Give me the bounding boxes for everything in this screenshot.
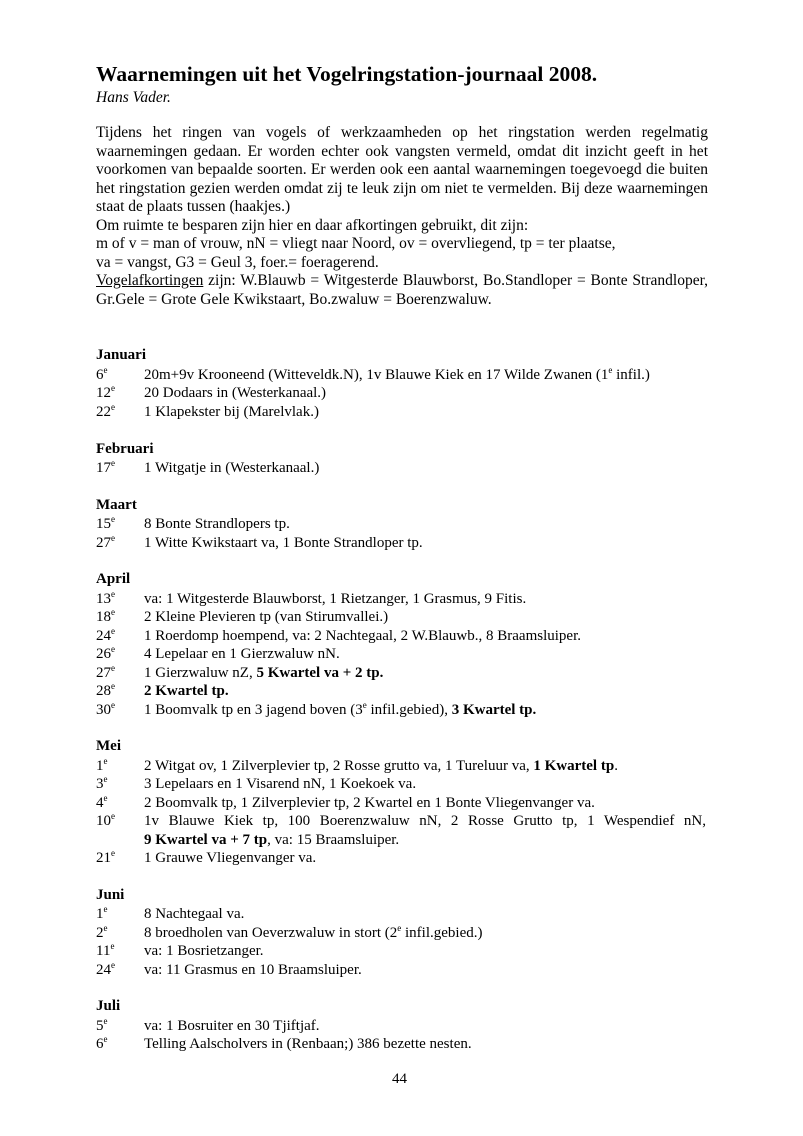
entry-text: 8 Bonte Strandlopers tp. <box>144 516 290 532</box>
entry-text: 20m+9v Krooneend (Witteveldk.N), 1v Blauwe Kiek en 17 Wilde Zwanen (1e infil.) <box>144 365 650 383</box>
entry-day: 30e <box>96 700 115 718</box>
abbrev-line-1: m of v = man of vrouw, nN = vliegt naar Noord, ov = overvliegend, tp = ter plaatse, <box>96 235 616 252</box>
entry-text: Telling Aalscholvers in (Renbaan;) 386 bezette nesten. <box>144 1036 472 1052</box>
entry-day: 24e <box>96 960 115 978</box>
entry-text: 1 Klapekster bij (Marelvlak.) <box>144 404 319 420</box>
entry-day: 18e <box>96 607 115 625</box>
entry-day: 5e <box>96 1016 108 1034</box>
entry-day: 12e <box>96 383 115 401</box>
entry-text: 1 Boomvalk tp en 3 jagend boven (3e infil.gebied), 3 Kwartel tp. <box>144 700 537 718</box>
page-title: Waarnemingen uit het Vogelringstation-journaal 2008. <box>96 62 598 86</box>
entry-text: va: 1 Witgesterde Blauwborst, 1 Rietzanger, 1 Grasmus, 9 Fitis. <box>144 591 527 607</box>
author: Hans Vader. <box>96 89 171 106</box>
entry-text: 4 Lepelaar en 1 Gierzwaluw nN. <box>144 646 340 662</box>
intro-section <box>96 124 708 309</box>
intro-paragraph: Tijdens het ringen van vogels of werkzaamheden op het ringstation werden regelmatig waarnemingen gedaan. Er worden echter ook vangsten vermeld, omdat dit inzicht geeft in het voorkomen van bepaalde soorten. Er werden ook een aantal waarnemingen toegevoegd die buiten het ringstation gezien werden omdat zij te leuk zijn om niet te vermelden. Bij deze waarnemingen staat de plaats tussen (haakjes.) <box>96 124 708 215</box>
bird-abbrev-label: Vogelafkortingen <box>96 272 204 289</box>
entry-text: 2 Boomvalk tp, 1 Zilverplevier tp, 2 Kwartel en 1 Bonte Vliegenvanger va. <box>144 795 595 811</box>
entry-day: 1e <box>96 756 108 774</box>
entry-day: 6e <box>96 1034 108 1052</box>
entry-day: 28e <box>96 681 115 699</box>
entry-day: 24e <box>96 626 115 644</box>
entry-text: va: 1 Bosruiter en 30 Tjiftjaf. <box>144 1018 320 1034</box>
entry-text: 3 Lepelaars en 1 Visarend nN, 1 Koekoek va. <box>144 776 417 792</box>
entry-text: 2 Kleine Plevieren tp (van Stirumvallei.) <box>144 609 389 625</box>
entry-day: 13e <box>96 589 115 607</box>
month-heading-maart: Maart <box>96 497 137 513</box>
entry-text: 1v Blauwe Kiek tp, 100 Boerenzwaluw nN, 2 Rosse Grutto tp, 1 Wespendief nN, 9 Kwartel va + 7 tp, va: 15 Braamsluiper. <box>144 813 706 848</box>
entry-day: 2e <box>96 923 108 941</box>
entry-text: 1 Witte Kwikstaart va, 1 Bonte Strandloper tp. <box>144 535 423 551</box>
entry-day: 26e <box>96 644 115 662</box>
entry-text: 2 Witgat ov, 1 Zilverplevier tp, 2 Rosse grutto va, 1 Tureluur va, 1 Kwartel tp. <box>144 758 618 774</box>
entry-text: 1 Roerdomp hoempend, va: 2 Nachtegaal, 2 W.Blauwb., 8 Braamsluiper. <box>144 628 581 644</box>
entry-text: 1 Witgatje in (Westerkanaal.) <box>144 460 320 476</box>
entry-day: 3e <box>96 774 108 792</box>
entry-day: 6e <box>96 365 108 383</box>
bird-abbrev-paragraph <box>96 272 708 309</box>
page-number: 44 <box>392 1071 407 1087</box>
entry-day: 1e <box>96 904 108 922</box>
month-heading-mei: Mei <box>96 738 121 754</box>
entry-day: 10e <box>96 811 115 829</box>
entry-text: 8 Nachtegaal va. <box>144 906 245 922</box>
entry-text: 1 Grauwe Vliegenvanger va. <box>144 850 317 866</box>
entry-day: 21e <box>96 848 115 866</box>
entry-day: 27e <box>96 533 115 551</box>
bird-abbrev-text: zijn: W.Blauwb = Witgesterde Blauwborst, Bo.Standloper = Bonte Strandloper, Gr.Gele = Grote Gele Kwikstaart, Bo.zwaluw = Boerenzwaluw. <box>96 272 708 308</box>
month-heading-april: April <box>96 571 131 587</box>
month-heading-januari: Januari <box>96 347 147 363</box>
entry-text: va: 1 Bosrietzanger. <box>144 943 264 959</box>
entry-day: 4e <box>96 793 108 811</box>
month-heading-juli: Juli <box>96 998 121 1014</box>
abbrev-intro: Om ruimte te besparen zijn hier en daar afkortingen gebruikt, dit zijn: <box>96 216 529 234</box>
month-heading-juni: Juni <box>96 887 125 903</box>
abbrev-line-2: va = vangst, G3 = Geul 3, foer.= foeragerend. <box>96 253 379 271</box>
entry-day: 17e <box>96 458 115 476</box>
entry-day: 11e <box>96 941 115 959</box>
entry-text: 8 broedholen van Oeverzwaluw in stort (2e infil.gebied.) <box>144 923 483 941</box>
entry-text: va: 11 Grasmus en 10 Braamsluiper. <box>144 962 362 978</box>
entry-text: 20 Dodaars in (Westerkanaal.) <box>144 385 327 401</box>
entry-day: 22e <box>96 402 115 420</box>
entry-text: 1 Gierzwaluw nZ, 5 Kwartel va + 2 tp. <box>144 665 384 681</box>
entry-text: 2 Kwartel tp. <box>144 683 229 699</box>
month-heading-februari: Februari <box>96 441 154 457</box>
entry-day: 27e <box>96 663 115 681</box>
entry-day: 15e <box>96 514 115 532</box>
